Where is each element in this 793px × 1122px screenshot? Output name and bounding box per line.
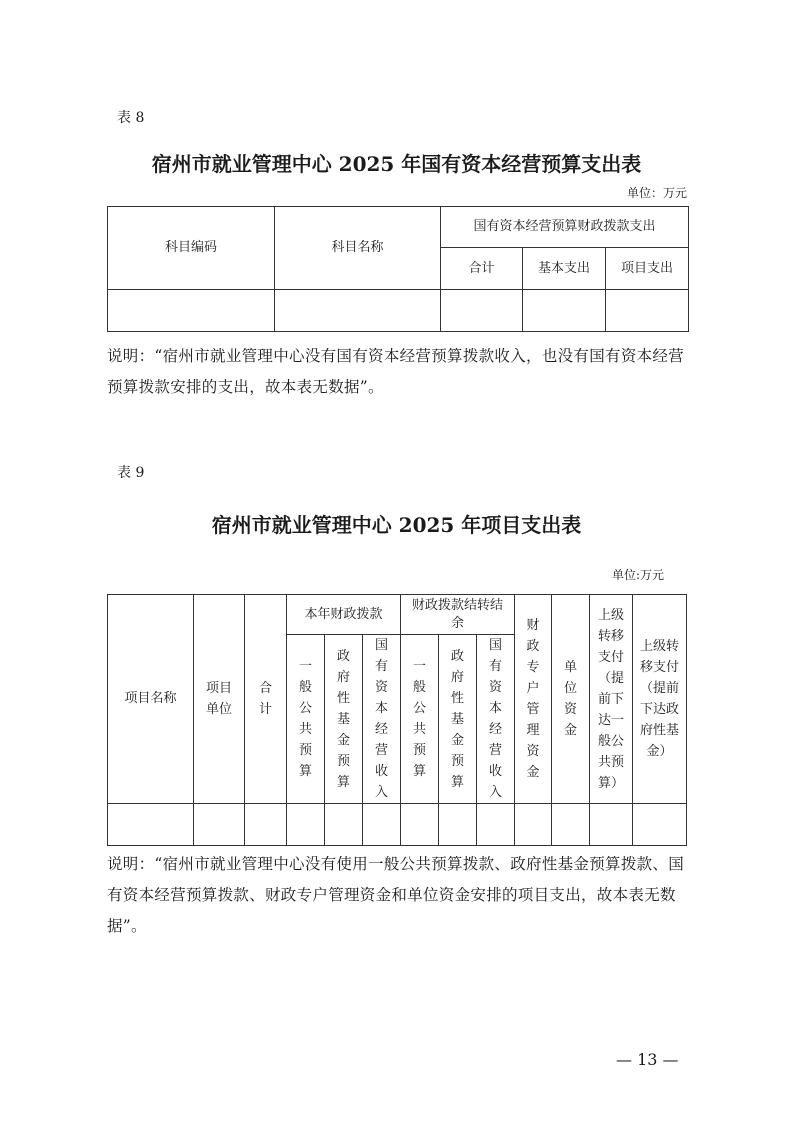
- table9-header-special: 财 政 专 户 管 理 资 金: [515, 595, 552, 804]
- table9-header-upper-fund: 上级转 移支付 （提前 下达政 府性基 金）: [633, 595, 687, 804]
- table9-header-state: 国 有 资 本 经 营 收 入: [363, 635, 401, 804]
- table-cell: [401, 804, 439, 846]
- table-cell: [633, 804, 687, 846]
- table9-unit: 单位:万元: [611, 568, 664, 582]
- table8-header-group: 国有资本经营预算财政拨款支出: [441, 207, 689, 248]
- table8: [107, 206, 689, 332]
- table9-header-fund: 政 府 性 基 金 预 算: [325, 635, 363, 804]
- table9-header-carry-group: 财政拨款结转结 余: [401, 595, 515, 635]
- table9-header-state2: 国 有 资 本 经 营 收 入: [477, 635, 515, 804]
- table-cell: [108, 804, 194, 846]
- table8-header-total: 合计: [441, 248, 523, 290]
- table-cell: [325, 804, 363, 846]
- table8-header-project: 项目支出: [606, 248, 689, 290]
- page-number: — 13 —: [616, 1050, 679, 1069]
- table-cell: [245, 804, 287, 846]
- table9-header-project-name: 项目名称: [108, 595, 194, 804]
- table-row: [108, 290, 689, 332]
- table9-header-total: 合 计: [245, 595, 287, 804]
- table8-note: 说明：“宿州市就业管理中心没有国有资本经营预算拨款收入，也没有国有资本经营预算拨款安排的支出，故本表无数据”。: [107, 347, 685, 396]
- table-cell: [441, 290, 523, 332]
- table8-header-basic: 基本支出: [523, 248, 606, 290]
- table-cell: [194, 804, 245, 846]
- table8-header-code: 科目编码: [108, 207, 275, 290]
- table9: [107, 594, 687, 846]
- table-cell: [552, 804, 590, 846]
- table9-header-general: 一 般 公 共 预 算: [287, 635, 325, 804]
- table-cell: [590, 804, 633, 846]
- table-cell: [287, 804, 325, 846]
- table-cell: [606, 290, 689, 332]
- table8-label: 表 8: [117, 110, 145, 126]
- table-cell: [275, 290, 441, 332]
- table-cell: [523, 290, 606, 332]
- table9-header-general2: 一 般 公 共 预 算: [401, 635, 439, 804]
- table8-title: 宿州市就业管理中心 2025 年国有资本经营预算支出表: [151, 152, 642, 176]
- table9-header-current-group: 本年财政拨款: [287, 595, 401, 635]
- table9-note: 说明：“宿州市就业管理中心没有使用一般公共预算拨款、政府性基金预算拨款、国有资本经营预算拨款、财政专户管理资金和单位资金安排的项目支出，故本表无数据”。: [107, 855, 685, 935]
- table9-header-upper-general: 上级 转移 支付 （提 前下 达一 般公 共预 算）: [590, 595, 633, 804]
- table9-title: 宿州市就业管理中心 2025 年项目支出表: [211, 513, 582, 537]
- table9-header-unit-fund: 单 位 资 金: [552, 595, 590, 804]
- table-cell: [363, 804, 401, 846]
- table8-header-name: 科目名称: [275, 207, 441, 290]
- table9-header-fund2: 政 府 性 基 金 预 算: [439, 635, 477, 804]
- table8-unit: 单位：万元: [626, 186, 687, 200]
- table-cell: [515, 804, 552, 846]
- table-cell: [477, 804, 515, 846]
- table9-header-project-unit: 项目 单位: [194, 595, 245, 804]
- table-row: [108, 804, 687, 846]
- table-cell: [439, 804, 477, 846]
- table9-label: 表 9: [117, 465, 145, 481]
- table-cell: [108, 290, 275, 332]
